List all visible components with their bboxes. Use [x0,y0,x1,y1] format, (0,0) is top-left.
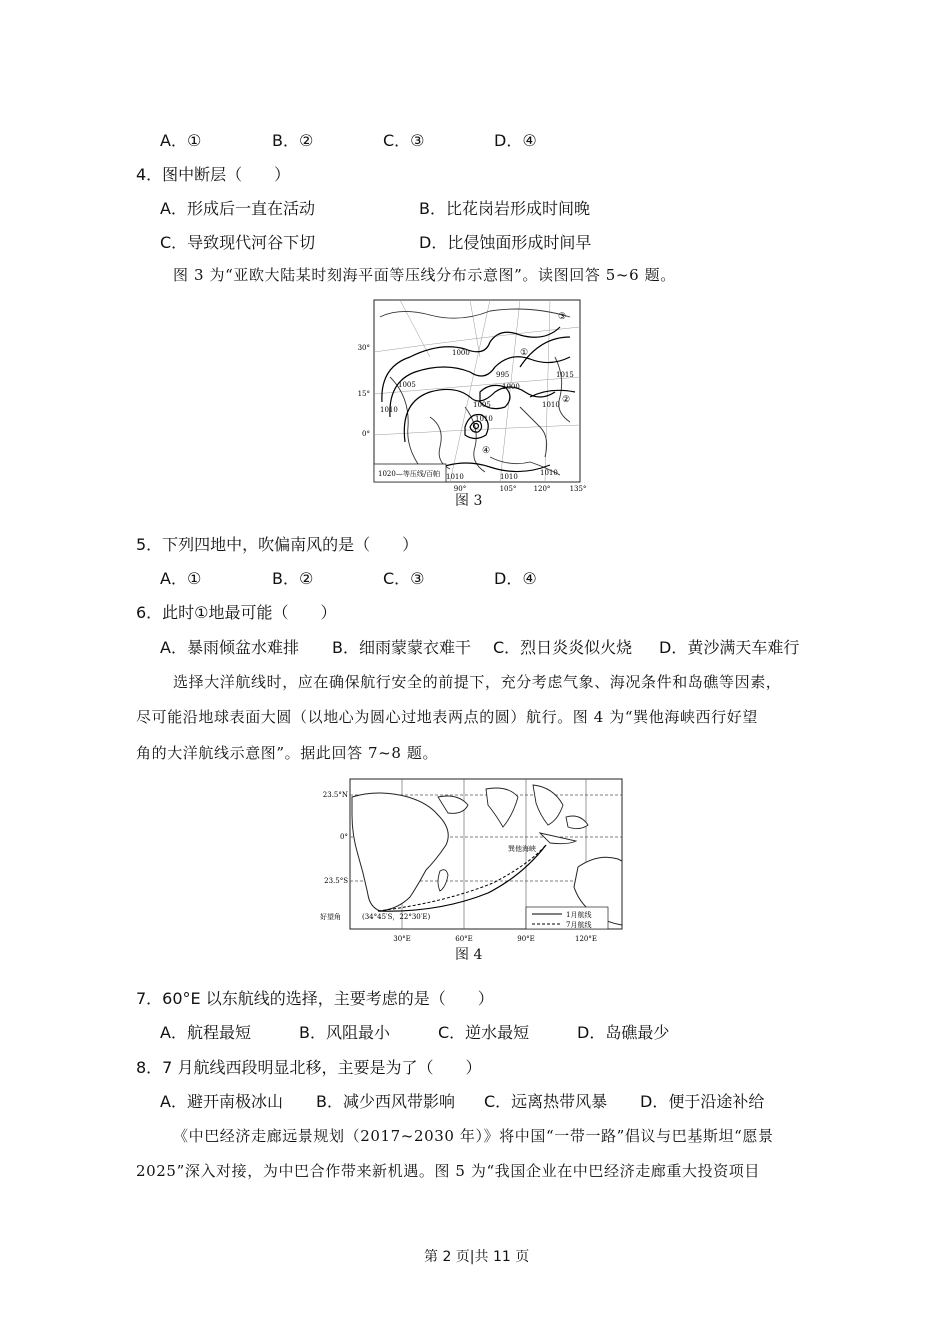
strait-label: 巽他海峡 [508,845,536,853]
q8-option-c: C．远离热带风暴 [484,1092,608,1111]
isobar-label: 1010 [380,406,398,414]
q5-option-d: D．④ [494,569,537,588]
figure-3 [357,297,592,507]
q6-option-b: B．细雨蒙蒙衣难干 [332,638,471,657]
fig3-legend: 1020—等压线/百帕 [378,470,441,478]
q5-option-a: A．① [160,569,202,588]
q5-option-b: B．② [272,569,314,588]
isobar-label: 1005 [398,381,416,389]
q4-option-d: D．比侵蚀面形成时间早 [419,233,592,252]
fig4-lat-label: 23.5°N [322,791,348,799]
fig3-lat-label: 30° [357,344,370,352]
isobar-map [357,297,592,507]
q5-stem: 5．下列四地中，吹偏南风的是（ ） [136,535,419,554]
marker-4: ④ [482,446,491,456]
q4-option-c: C．导致现代河谷下切 [160,233,316,252]
q7-option-a: A．航程最短 [160,1023,251,1042]
marker-1: ① [520,348,529,358]
marker-2: ② [562,395,571,405]
fig3-lon-label: 105° [499,485,517,493]
isobar-label: 1015 [556,371,574,379]
figure-4-caption: 图 4 [455,947,483,963]
fig3-lat-label: 0° [362,430,370,438]
figure-4 [318,775,628,947]
q8-option-d: D．便于沿途补给 [640,1092,765,1111]
q6-stem: 6．此时①地最可能（ ） [136,603,337,622]
isobar-label: 1010 [446,473,464,481]
q3-option-a: A．① [160,131,202,150]
page-footer: 第 2 页|共 11 页 [424,1249,530,1265]
isobar-label: 1010 [500,473,518,481]
q4-option-a: A．形成后一直在活动 [160,199,315,218]
q6-option-c: C．烈日炎炎似火烧 [493,638,633,657]
route-map [318,775,628,947]
fig4-intro-line2: 尽可能沿地球表面大圆（以地心为圆心过地表两点的圆）航行。图 4 为“巽他海峡西行好望 [136,708,758,726]
isobar-label: 1010 [540,469,558,477]
q6-option-a: A．暴雨倾盆水难排 [160,638,299,657]
fig3-lon-label: 135° [569,485,587,493]
isobar-label: 995 [496,371,510,379]
fig3-intro: 图 3 为“亚欧大陆某时刻海平面等压线分布示意图”。读图回答 5~6 题。 [173,266,676,284]
q7-option-c: C．逆水最短 [438,1023,530,1042]
fig4-lon-label: 90°E [517,935,535,943]
isobar-label: 1000 [452,349,470,357]
fig5-intro-line2: 2025”深入对接，为中巴合作带来新机遇。图 5 为“我国企业在中巴经济走廊重大投资项目 [136,1162,760,1180]
fig4-intro-line3: 角的大洋航线示意图”。据此回答 7~8 题。 [136,744,439,762]
fig3-lon-label: 90° [453,485,467,493]
legend-jan-route: 1月航线 [566,911,592,919]
isobar-label: 1000 [502,383,520,391]
marker-3: ③ [558,312,567,322]
q8-stem: 8．7 月航线西段明显北移，主要是为了（ ） [136,1058,482,1077]
q4-option-b: B．比花岗岩形成时间晚 [419,199,590,218]
fig4-lon-label: 60°E [455,935,473,943]
q6-option-d: D．黄沙满天车难行 [659,638,800,657]
q3-option-b: B．② [272,131,314,150]
q8-option-a: A．避开南极冰山 [160,1092,283,1111]
q7-option-b: B．风阻最小 [299,1023,390,1042]
q3-option-d: D．④ [494,131,537,150]
q5-option-c: C．③ [383,569,425,588]
fig3-lon-label: 120° [533,485,551,493]
q7-option-d: D．岛礁最少 [577,1023,670,1042]
isobar-label: 1010 [542,401,560,409]
q3-option-c: C．③ [383,131,425,150]
fig4-intro-line1: 选择大洋航线时，应在确保航行安全的前提下，充分考虑气象、海况条件和岛礁等因素， [173,673,782,691]
isobar-label: 1005 [473,401,491,409]
isobar-label: 1010 [475,415,493,423]
fig4-lon-label: 120°E [575,935,597,943]
q8-option-b: B．减少西风带影响 [316,1092,455,1111]
legend-jul-route: 7月航线 [566,921,592,929]
fig4-lon-label: 30°E [393,935,411,943]
fig3-lat-label: 15° [357,390,370,398]
cape-coords: (34°45′S，22°30′E) [362,913,431,921]
q7-stem: 7．60°E 以东航线的选择，主要考虑的是（ ） [136,989,494,1008]
fig4-lat-label: 23.5°S [324,877,348,885]
cape-label: 好望角 [320,913,341,921]
fig4-lat-label: 0° [340,833,348,841]
q4-stem: 4．图中断层（ ） [136,165,291,184]
fig5-intro-line1: 《中巴经济走廊远景规划（2017~2030 年）》将中国“一带一路”倡议与巴基斯坦“愿景 [173,1127,774,1145]
figure-3-caption: 图 3 [455,493,483,509]
